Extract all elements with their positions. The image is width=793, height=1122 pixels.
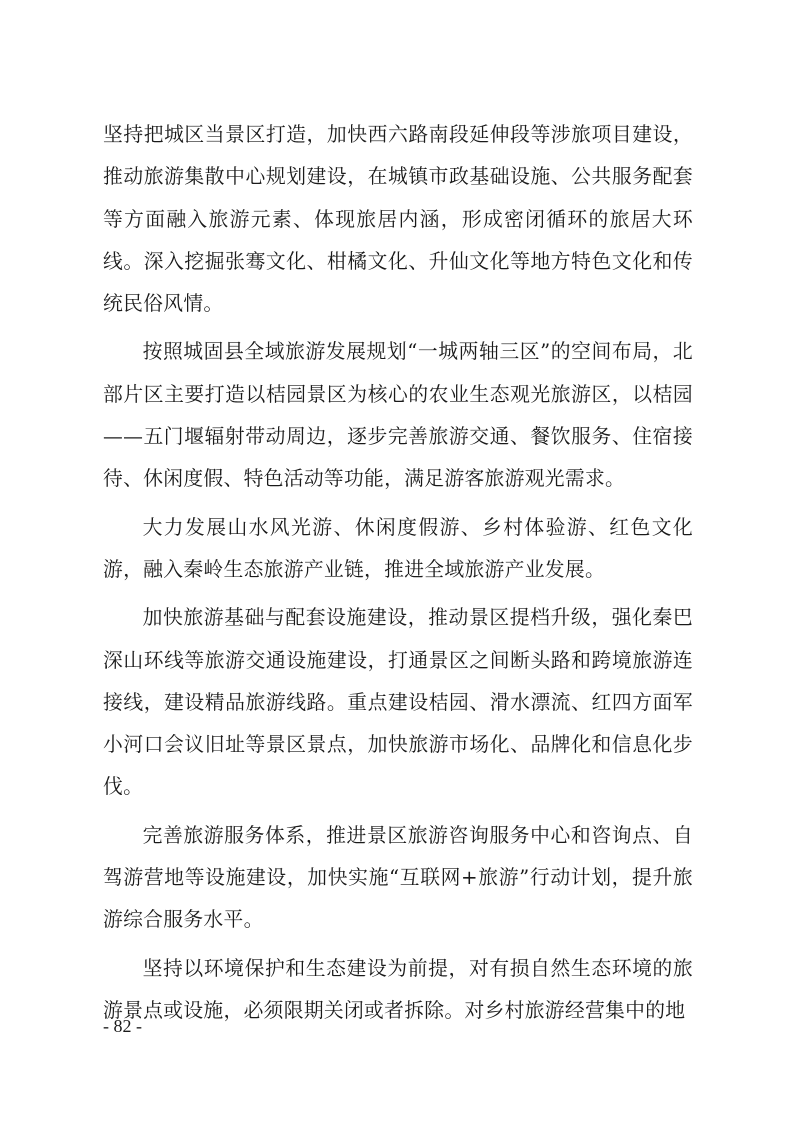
paragraph-5: 完善旅游服务体系，推进景区旅游咨询服务中心和咨询点、自驾游营地等设施建设，加快实施“互联网+旅游”行动计划，提升旅游综合服务水平。 xyxy=(103,823,693,932)
paragraph-3: 大力发展山水风光游、休闲度假游、乡村体验游、红色文化游，融入秦岭生态旅游产业链，推进全域旅游产业发展。 xyxy=(103,515,693,581)
paragraph-6: 坚持以环境保护和生态建设为前提，对有损自然生态环境的旅游景点或设施，必须限期关闭或者拆除。对乡村旅游经营集中的地 xyxy=(103,956,693,1022)
page-number: - 82 - xyxy=(103,1016,142,1036)
paragraph-4: 加快旅游基础与配套设施建设，推动景区提档升级，强化秦巴深山环线等旅游交通设施建设，打通景区之间断头路和跨境旅游连接线，建设精品旅游线路。重点建设桔园、滑水漂流、红四方面军小河口会议旧址等景区景点，加快旅游市场化、品牌化和信息化步伐。 xyxy=(103,606,693,799)
paragraph-1: 坚持把城区当景区打造，加快西六路南段延伸段等涉旅项目建设，推动旅游集散中心规划建设，在城镇市政基础设施、公共服务配套等方面融入旅游元素、体现旅居内涵，形成密闭循环的旅居大环线。深入挖掘张骞文化、柑橘文化、升仙文化等地方特色文化和传统民俗风情。 xyxy=(103,123,693,316)
body-text xyxy=(103,114,693,1038)
paragraph-2: 按照城固县全域旅游发展规划“一城两轴三区”的空间布局，北部片区主要打造以桔园景区为核心的农业生态观光旅游区，以桔园——五门堰辐射带动周边，逐步完善旅游交通、餐饮服务、住宿接待、休闲度假、特色活动等功能，满足游客旅游观光需求。 xyxy=(103,340,693,491)
